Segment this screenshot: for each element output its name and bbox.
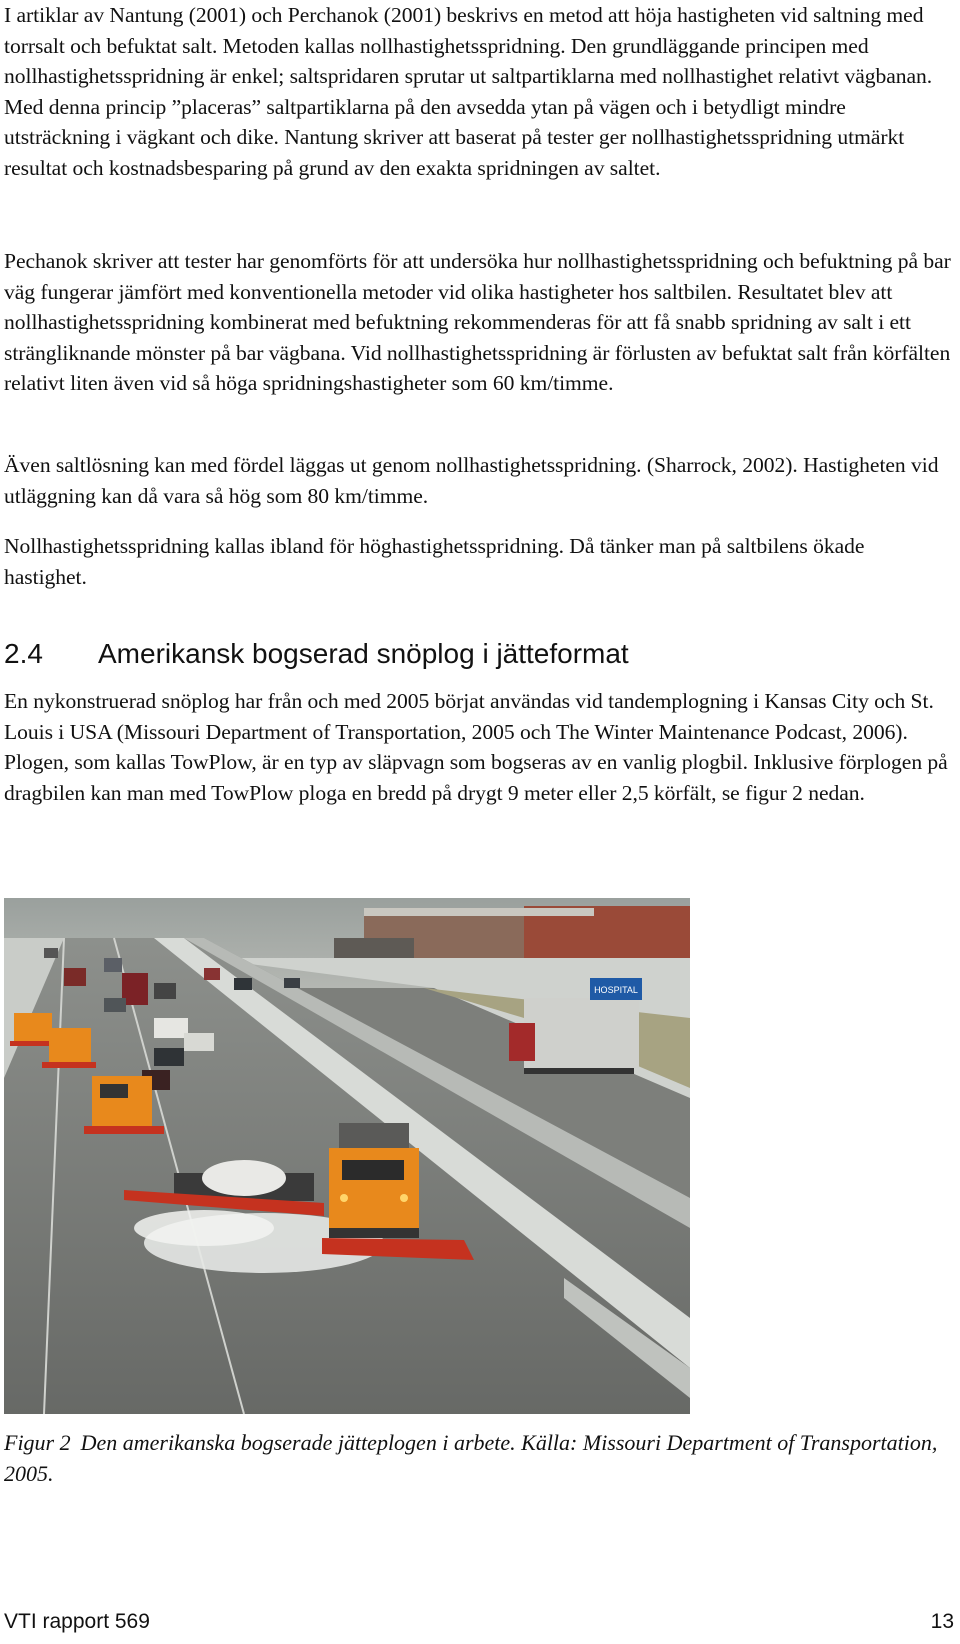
section-number: 2.4: [4, 638, 43, 669]
buildings: [334, 906, 690, 966]
hospital-sign: [590, 978, 642, 1000]
figure-caption: [4, 1428, 952, 1489]
caption-text: Den amerikanska bogserade jätteplogen i arbete. Källa: Missouri Department of Transportation, 2005.: [4, 1430, 938, 1486]
caption-label: Figur 2: [4, 1430, 71, 1455]
paragraph-text: Även saltlösning kan med fördel läggas ut genom nollhastighetsspridning. (Sharrock, 2002). Hastigheten vid utläggning kan då vara så hög som 80 km/timme.: [4, 453, 939, 508]
intro-paragraph-2: [4, 246, 952, 399]
figure-photo: [4, 898, 690, 1414]
section-heading: [4, 636, 629, 672]
section-paragraph: [4, 686, 952, 808]
paragraph-text: Pechanok skriver att tester har genomförts för att undersöka hur nollhastighetsspridning och befuktning på bar väg fungerar jämfört med konventionella metoder vid olika hastigheter hos saltbilen. Resultatet blev att nollhastighetsspridning kombinerat med befuktning rekommenderas för att få snabb spridning av salt i ett strängliknande mönster på bar vägbana. Vid nollhastighetsspridning är förlusten av befuktat salt från körfälten relativt liten även vid så höga spridningshastigheter som 60 km/timme.: [4, 249, 951, 396]
paragraph-text: Nollhastighetsspridning kallas ibland för höghastighetsspridning. Då tänker man på saltbilens ökade hastighet.: [4, 534, 865, 589]
footer-report-title: VTI rapport 569: [4, 1610, 150, 1633]
sign-text: HOSPITAL: [594, 985, 638, 995]
paragraph-text: I artiklar av Nantung (2001) och Perchanok (2001) beskrivs en metod att höja hastigheten vid saltning med torrsalt och befuktat salt. Metoden kallas nollhastighetsspridning. Den grundläggande principen med nollhastighetsspridning är enkel; saltspridaren sprutar ut saltpartiklarna med nollhastighet relativt vägbanan. Med denna princip ”placeras” saltpartiklarna på den avsedda ytan på vägen och i betydligt mindre utsträckning i vägkant och dike. Nantung skriver att baserat på tester ger nollhastighetsspridning utmärkt resultat och kostnadsbesparing på grund av den exakta spridningen av saltet.: [4, 3, 933, 180]
intro-paragraph-3: [4, 450, 952, 511]
section-title: Amerikansk bogserad snöplog i jätteformat: [98, 638, 629, 669]
intro-paragraph-4: [4, 531, 952, 592]
footer-page-number: 13: [930, 1610, 954, 1633]
paragraph-text: En nykonstruerad snöplog har från och med 2005 börjat användas vid tandemplogning i Kansas City och St. Louis i USA (Missouri Department of Transportation, 2005 och The Winter Maintenance Podcast, 2006). Plogen, som kallas TowPlow, är en typ av släpvagn som bogseras av en vanlig plogbil. Inklusive förplogen på dragbilen kan man med TowPlow ploga en bredd på drygt 9 meter eller 2,5 körfält, se figur 2 nedan.: [4, 689, 948, 805]
semi-truck: [509, 998, 639, 1074]
page-footer: [4, 1610, 954, 1638]
intro-paragraph-1: [4, 0, 952, 184]
snowplow-photo-illustration: [4, 898, 690, 1414]
